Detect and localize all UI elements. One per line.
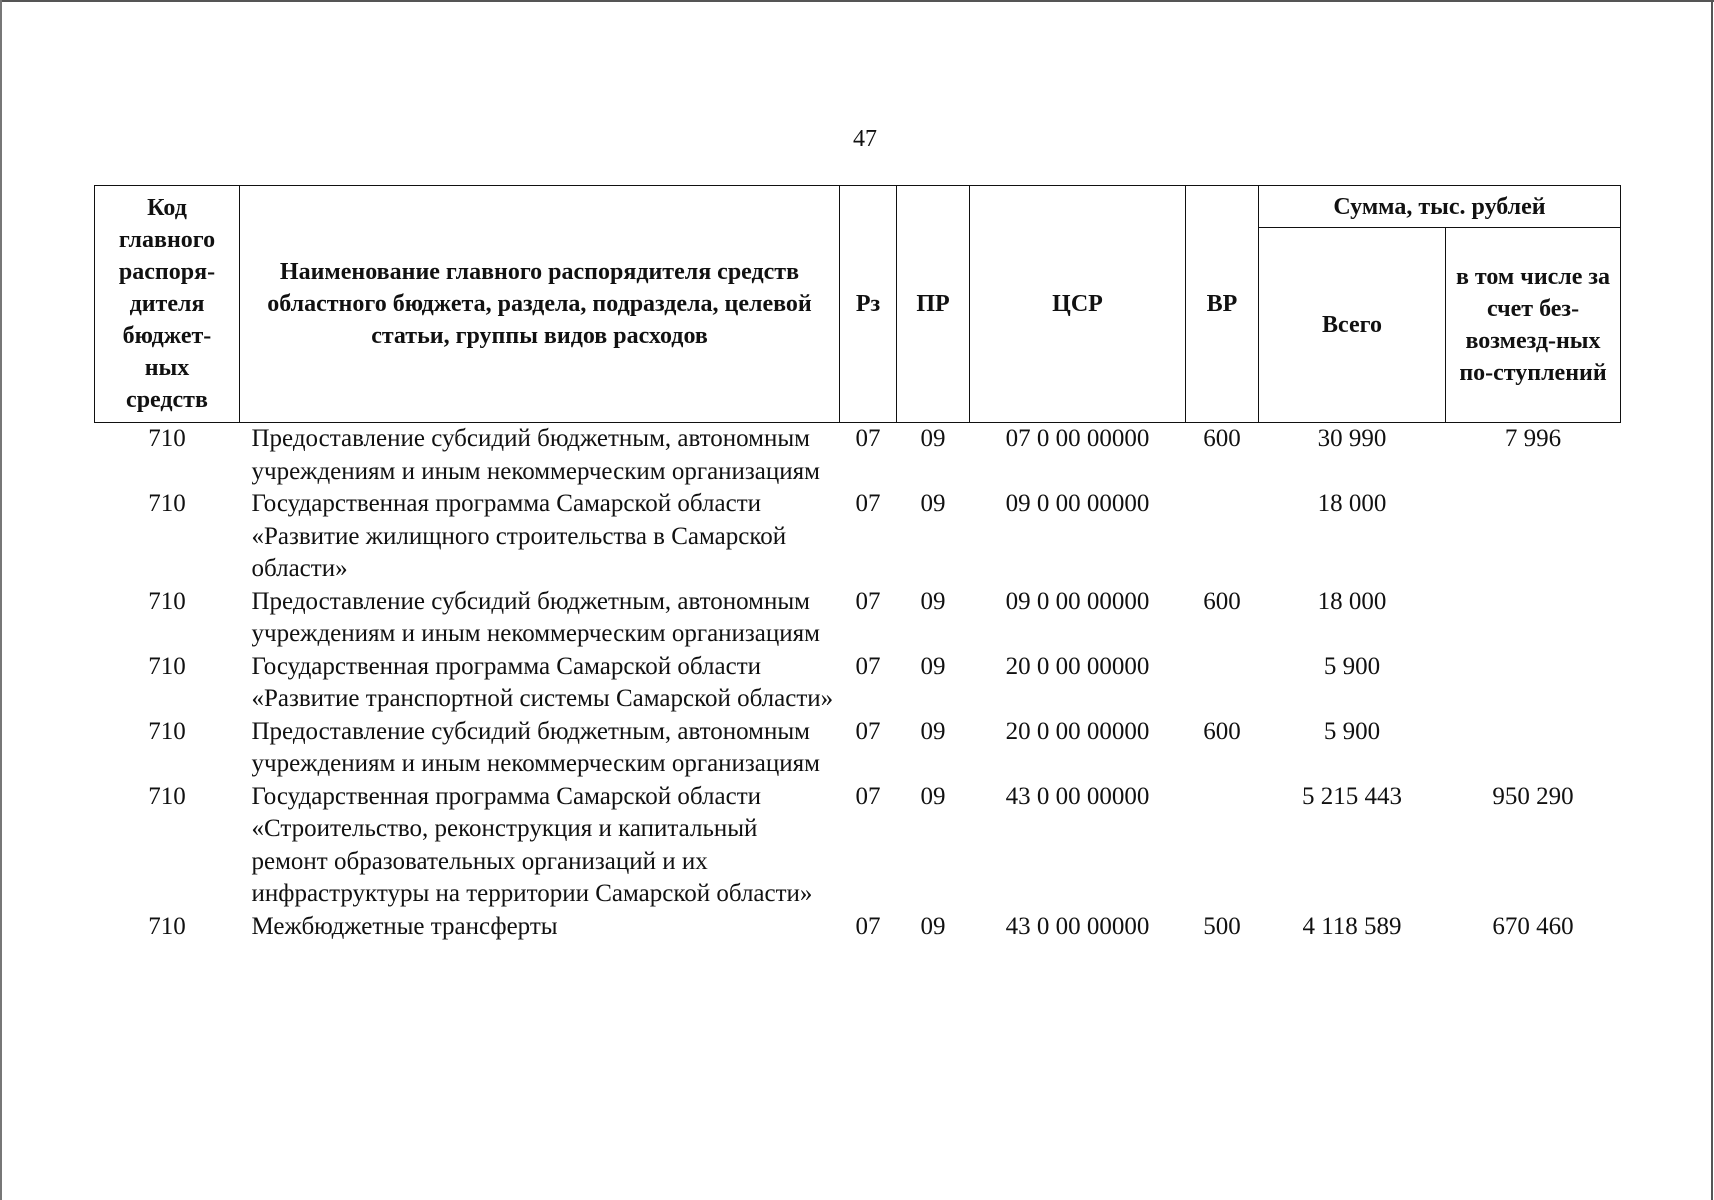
cell-name: Предоставление субсидий бюджетным, автономным учреждениям и иным некоммерческим организациям [251,425,820,485]
scan-edge-left [0,0,2,1200]
table-row [95,488,1621,586]
cell-pr: 09 [920,652,946,680]
cell-vr: 600 [1203,425,1241,452]
cell-incl: 950 290 [1492,782,1574,810]
cell-pr: 09 [920,425,946,452]
cell-vr: 500 [1203,912,1241,940]
header-code: Код главного распоря-дителя бюджет-ных средств [95,186,240,423]
cell-incl: 670 460 [1492,912,1574,940]
cell-rz: 07 [855,587,881,615]
table-row [95,781,1621,911]
cell-pr: 09 [920,587,946,615]
cell-name: Предоставление субсидий бюджетным, автономным учреждениям и иным некоммерческим организациям [251,587,820,647]
cell-csr: 09 0 00 00000 [1005,587,1150,615]
page-number: 47 [853,126,877,152]
header-incl: в том числе за счет без-возмезд-ных по-ступлений [1446,228,1621,423]
cell-code: 710 [148,425,186,452]
cell-total: 30 990 [1317,425,1387,452]
cell-vr: 600 [1203,717,1241,745]
cell-incl [1446,651,1621,716]
header-total: Всего [1259,228,1446,423]
cell-rz: 07 [855,912,881,940]
cell-total: 4 118 589 [1302,912,1402,940]
cell-csr: 43 0 00 00000 [1005,912,1150,940]
table-body [95,423,1621,944]
header-name: Наименование главного распорядителя средств областного бюджета, раздела, подраздела, целевой статьи, группы видов расходов [240,186,840,423]
cell-vr [1186,651,1259,716]
cell-name: Государственная программа Самарской области «Строительство, реконструкция и капитальный ремонт образовательных организаций и их инфраструктуры на территории Самарской области» [251,782,813,907]
cell-csr: 07 0 00 00000 [1005,425,1150,452]
cell-rz: 07 [855,782,881,810]
cell-csr: 20 0 00 00000 [1005,652,1150,680]
header-pr: ПР [897,186,970,423]
cell-csr: 20 0 00 00000 [1005,717,1150,745]
cell-rz: 07 [855,425,881,452]
cell-csr: 09 0 00 00000 [1005,490,1150,517]
cell-total: 5 900 [1323,652,1381,680]
cell-code: 710 [148,587,186,615]
cell-total: 18 000 [1317,490,1387,517]
cell-csr: 43 0 00 00000 [1005,782,1150,810]
scan-edge-right [1711,0,1713,1200]
cell-vr [1186,488,1259,586]
cell-code: 710 [148,717,186,745]
cell-incl [1446,488,1621,586]
cell-code: 710 [148,782,186,810]
header-vr: ВР [1186,186,1259,423]
scan-edge-top [0,0,1714,2]
cell-pr: 09 [920,490,946,517]
cell-pr: 09 [920,717,946,745]
cell-rz: 07 [855,652,881,680]
cell-pr: 09 [920,782,946,810]
table-row [95,423,1621,489]
cell-incl [1446,716,1621,781]
table-header [95,186,1621,423]
cell-name: Государственная программа Самарской области «Развитие транспортной системы Самарской области» [251,652,834,712]
budget-table [94,185,1621,943]
cell-name: Межбюджетные трансферты [251,912,558,940]
table-row [95,716,1621,781]
cell-incl [1446,586,1621,651]
cell-code: 710 [148,652,186,680]
cell-vr: 600 [1203,587,1241,615]
table-row [95,651,1621,716]
cell-total: 5 215 443 [1302,782,1402,810]
header-csr: ЦСР [970,186,1186,423]
cell-total: 18 000 [1317,587,1387,615]
table-row [95,911,1621,944]
cell-total: 5 900 [1323,717,1381,745]
table-row [95,586,1621,651]
cell-rz: 07 [855,717,881,745]
cell-vr [1186,781,1259,911]
cell-name: Государственная программа Самарской области «Развитие жилищного строительства в Самарской области» [251,490,787,582]
header-sum-group: Сумма, тыс. рублей [1259,186,1621,228]
cell-incl: 7 996 [1504,425,1562,452]
cell-name: Предоставление субсидий бюджетным, автономным учреждениям и иным некоммерческим организациям [251,717,820,777]
cell-pr: 09 [920,912,946,940]
cell-code: 710 [148,490,186,517]
header-rz: Рз [840,186,897,423]
cell-rz: 07 [855,490,881,517]
cell-code: 710 [148,912,186,940]
